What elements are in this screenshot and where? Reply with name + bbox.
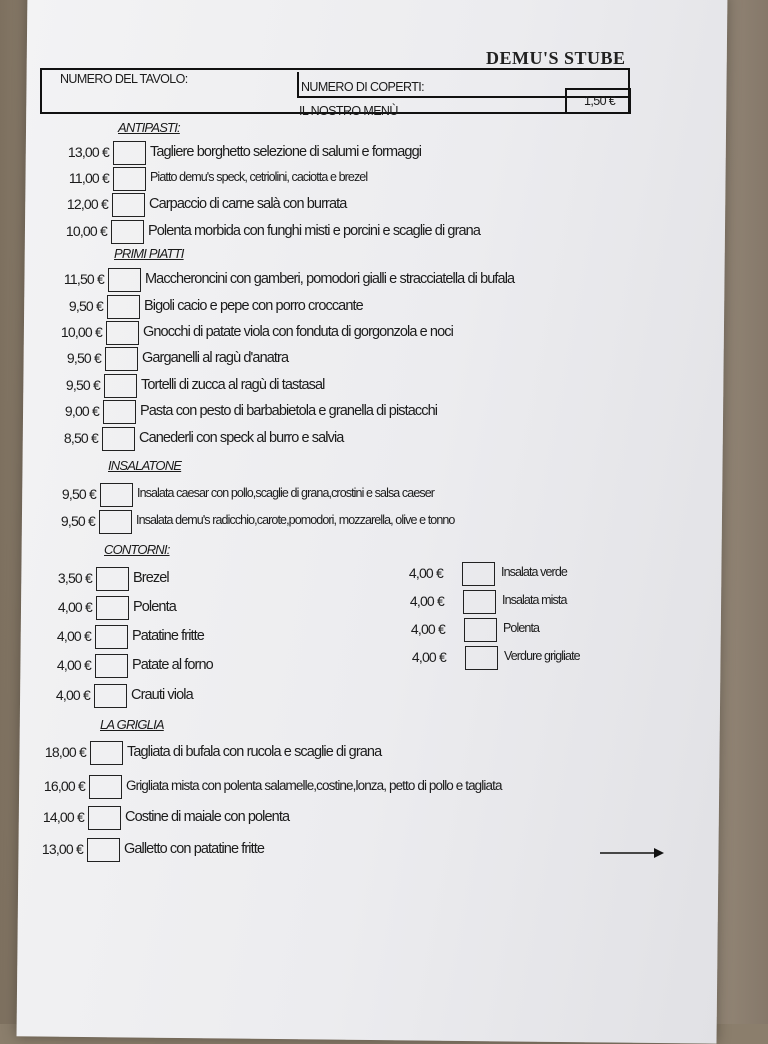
menu-label: IL NOSTRO MENÙ — [299, 104, 398, 118]
item-price: 13,00 € — [67, 144, 109, 160]
order-checkbox[interactable] — [90, 741, 123, 765]
item-name: Bigoli cacio e pepe con porro croccante — [144, 298, 363, 314]
restaurant-name: DEMU'S STUBE — [486, 48, 626, 68]
order-checkbox[interactable] — [104, 374, 137, 398]
item-price: 4,00 € — [411, 649, 446, 665]
item-name: Canederli con speck al burro e salvia — [139, 430, 344, 446]
item-name: Crauti viola — [131, 687, 193, 703]
item-name: Carpaccio di carne salà con burrata — [149, 196, 347, 212]
item-price: 4,00 € — [408, 565, 443, 581]
item-price: 4,00 € — [56, 657, 91, 673]
order-checkbox[interactable] — [465, 646, 498, 670]
order-checkbox[interactable] — [95, 654, 128, 678]
section-title-primi: PRIMI PIATTI — [114, 246, 184, 261]
item-price: 12,00 € — [66, 196, 108, 212]
order-checkbox[interactable] — [88, 806, 121, 830]
order-checkbox[interactable] — [99, 510, 132, 534]
item-name: Tagliere borghetto selezione di salumi e formaggi — [150, 144, 422, 160]
order-checkbox[interactable] — [108, 268, 141, 292]
item-price: 10,00 € — [65, 223, 107, 239]
order-checkbox[interactable] — [103, 400, 136, 424]
item-price: 9,00 € — [64, 403, 99, 419]
item-price: 11,00 € — [68, 170, 109, 186]
item-name: Grigliata mista con polenta salamelle,costine,lonza, petto di pollo e tagliata — [126, 778, 502, 793]
order-checkbox[interactable] — [113, 141, 146, 165]
item-name: Maccheroncini con gamberi, pomodori gialli e stracciatella di bufala — [145, 271, 515, 287]
order-checkbox[interactable] — [462, 562, 495, 586]
item-name: Tagliata di bufala con rucola e scaglie di grana — [127, 744, 382, 760]
item-name: Polenta — [503, 621, 540, 635]
item-price: 4,00 € — [55, 687, 90, 703]
item-name: Polenta — [133, 599, 176, 615]
item-name: Patatine fritte — [132, 628, 204, 644]
item-name: Costine di maiale con polenta — [125, 809, 290, 825]
item-name: Patate al forno — [132, 657, 213, 673]
order-checkbox[interactable] — [96, 596, 129, 620]
item-name: Insalata caesar con pollo,scaglie di grana,crostini e salsa caeser — [137, 486, 435, 500]
item-price: 9,50 € — [66, 350, 101, 366]
order-checkbox[interactable] — [113, 167, 146, 191]
order-checkbox[interactable] — [87, 838, 120, 862]
item-price: 4,00 € — [409, 593, 444, 609]
order-checkbox[interactable] — [112, 193, 145, 217]
item-name: Tortelli di zucca al ragù di tastasal — [141, 377, 325, 393]
header-divider — [297, 72, 299, 98]
item-price: 16,00 € — [43, 778, 85, 794]
order-checkbox[interactable] — [105, 347, 138, 371]
section-title-contorni: CONTORNI: — [104, 542, 170, 557]
item-price: 3,50 € — [57, 570, 92, 586]
order-checkbox[interactable] — [107, 295, 140, 319]
item-price: 9,50 € — [68, 298, 103, 314]
item-name: Gnocchi di patate viola con fonduta di gorgonzola e noci — [143, 324, 453, 340]
item-price: 9,50 € — [60, 513, 95, 529]
item-price: 9,50 € — [65, 377, 100, 393]
order-checkbox[interactable] — [100, 483, 133, 507]
item-name: Insalata verde — [501, 565, 567, 579]
order-checkbox[interactable] — [95, 625, 128, 649]
cover-price: 1,50 € — [584, 94, 616, 108]
item-price: 18,00 € — [44, 744, 86, 760]
item-price: 4,00 € — [56, 628, 91, 644]
section-title-antipasti: ANTIPASTI: — [118, 120, 180, 135]
item-price: 8,50 € — [63, 430, 98, 446]
order-checkbox[interactable] — [464, 618, 497, 642]
item-name: Galletto con patatine fritte — [124, 841, 265, 857]
table-number-label: NUMERO DEL TAVOLO: — [60, 72, 188, 86]
item-name: Pasta con pesto di barbabietola e granella di pistacchi — [140, 403, 438, 419]
order-checkbox[interactable] — [89, 775, 122, 799]
item-price: 9,50 € — [61, 486, 96, 502]
order-checkbox[interactable] — [96, 567, 129, 591]
order-checkbox[interactable] — [102, 427, 135, 451]
item-name: Insalata demu's radicchio,carote,pomodori, mozzarella, olive e tonno — [136, 513, 455, 527]
order-checkbox[interactable] — [106, 321, 139, 345]
item-name: Brezel — [133, 570, 169, 586]
item-price: 11,50 € — [63, 271, 104, 287]
section-title-griglia: LA GRIGLIA — [100, 717, 164, 732]
order-checkbox[interactable] — [463, 590, 496, 614]
section-title-insalatone: INSALATONE — [108, 458, 182, 473]
item-name: Insalata mista — [502, 593, 567, 607]
arrow-right-icon — [600, 846, 664, 860]
item-price: 4,00 € — [57, 599, 92, 615]
item-price: 10,00 € — [60, 324, 102, 340]
covers-label: NUMERO DI COPERTI: — [301, 80, 425, 94]
item-price: 14,00 € — [42, 809, 84, 825]
order-checkbox[interactable] — [111, 220, 144, 244]
item-name: Polenta morbida con funghi misti e porcini e scaglie di grana — [148, 223, 480, 239]
item-name: Piatto demu's speck, cetriolini, caciotta e brezel — [150, 170, 368, 184]
item-price: 13,00 € — [41, 841, 83, 857]
order-checkbox[interactable] — [94, 684, 127, 708]
item-name: Verdure grigliate — [504, 649, 580, 663]
item-name: Garganelli al ragù d'anatra — [142, 350, 289, 366]
item-price: 4,00 € — [410, 621, 445, 637]
